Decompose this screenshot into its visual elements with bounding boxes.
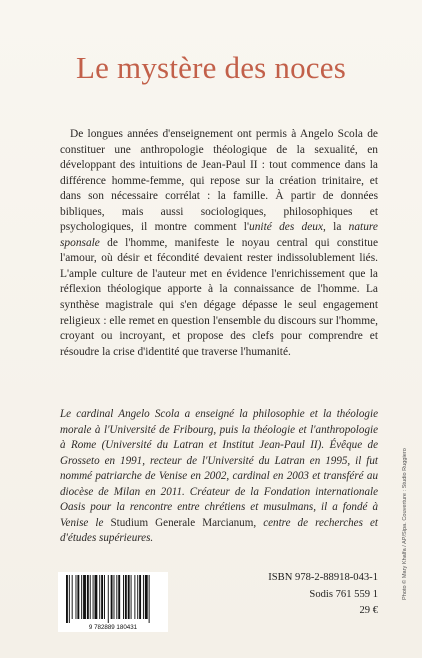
barcode-bar xyxy=(118,575,120,619)
price: 29 € xyxy=(359,605,378,616)
barcode-bar xyxy=(108,575,109,623)
photo-credit: Photo © Mary Khalfa / AP/Sipa. Couverture : Studio Ruggiero xyxy=(402,448,408,600)
barcode-bar xyxy=(76,575,77,619)
sodis-code: Sodis 761 559 1 xyxy=(309,588,378,600)
barcode-bar xyxy=(101,575,103,619)
barcode-bar xyxy=(93,575,94,619)
barcode-bar xyxy=(111,575,113,619)
barcode-bar xyxy=(83,575,86,619)
summary-emphasis-unite: unité des deux xyxy=(249,221,324,234)
barcode-bar xyxy=(72,575,73,619)
barcode-bar xyxy=(145,575,148,619)
barcode-bar xyxy=(139,575,141,619)
barcode-bar xyxy=(69,575,70,623)
barcode-bar xyxy=(99,575,100,619)
barcode-bar xyxy=(104,575,105,619)
barcode-bar xyxy=(123,575,124,619)
barcode-bar xyxy=(149,575,150,623)
book-summary xyxy=(60,127,378,360)
barcode xyxy=(58,572,168,632)
barcode-bar xyxy=(116,575,117,619)
barcode-bar xyxy=(134,575,135,619)
barcode-number: 9 782889 180431 xyxy=(88,624,138,631)
barcode-bar xyxy=(131,575,132,619)
summary-text-2: , la xyxy=(323,221,349,234)
barcode-bar xyxy=(90,575,91,619)
barcode-bar xyxy=(125,575,127,619)
barcode-bar xyxy=(128,575,130,619)
barcode-bar xyxy=(95,575,98,619)
barcode-bar xyxy=(114,575,115,619)
summary-text-3: de l'homme, manifeste le noyau central qui constitue l'amour, où désir et fécondité devaient rester indissolublement liés. L'ample culture de l'auteur met en évidence l'enrichissement que la réflexion théologique apporte à la connaissance de l'homme. La synthèse magistrale qui s'en dégage dépasse le seul engagement religieux : elle remet en question l'ensemble du discours sur l'homme, croyant ou incroyant, et propose des clefs pour comprendre et résoudre la crise d'identité que traverse l'humanité. xyxy=(60,236,378,358)
barcode-bar xyxy=(77,575,79,619)
summary-emphasis-nature: nature sponsale xyxy=(60,221,378,249)
barcode-bar xyxy=(143,575,144,619)
bio-text-1: Le cardinal Angelo Scola a enseigné la philosophie et la théologie morale à l'Université de Fribourg, puis la théologie et l'anthropologie à Rome (Université du Latran et Institut Jean-Paul II). Évêque de Grosseto en 1991, recteur de l'Université du Latran en 1995, il fut nommé patriarche de Venise en 2002, cardinal en 2003 et transféré au diocèse de Milan en 2011. Créateur de la Fondation internationale Oasis pour la rencontre entre chrétiens et musulmans, il a fondé à Venise le xyxy=(60,408,378,529)
bio-text-2: , centre de recherches et d'études supérieures. xyxy=(60,516,378,545)
author-bio xyxy=(60,407,378,547)
barcode-bar xyxy=(66,575,68,623)
book-title: Le mystère des noces xyxy=(76,50,346,85)
barcode-bar xyxy=(81,575,82,619)
summary-text-1: De longues années d'enseignement ont permis à Angelo Scola de constituer une anthropologie théologique de la sexualité, en développant des intuitions de Jean-Paul II : tout commence dans la différence homme-femme, qui repose sur la création trinitaire, et dans son nécessaire corrélat : la famille. À partir de données bibliques, mais aussi sociologiques, philosophiques et psychologiques, il montre comment l' xyxy=(60,128,378,234)
isbn: ISBN 978-2-88918-043-1 xyxy=(268,572,378,583)
bio-studium: Studium Generale Marcianum xyxy=(110,516,254,529)
barcode-bar xyxy=(137,575,138,619)
barcode-bar xyxy=(87,575,89,619)
isbn-block xyxy=(225,570,378,620)
